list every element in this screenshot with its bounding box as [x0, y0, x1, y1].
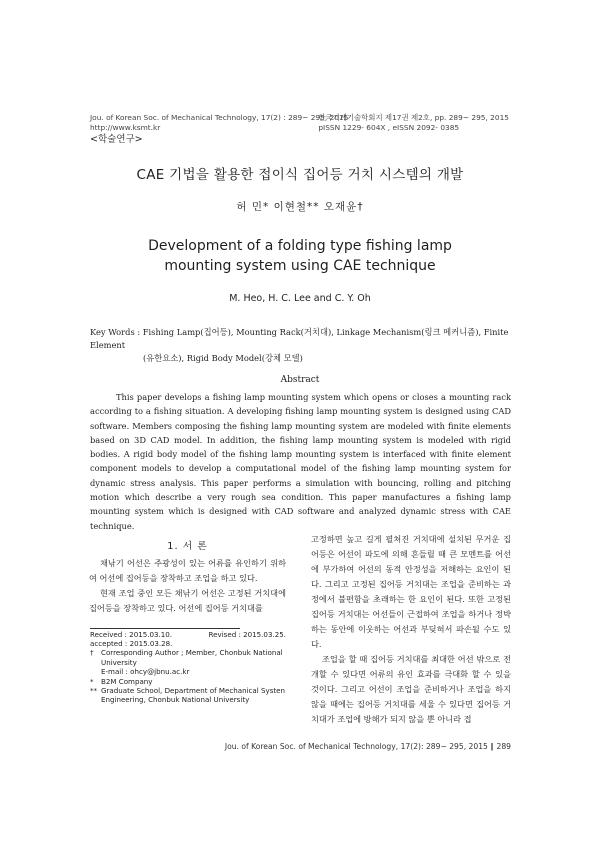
journal-citation-left: Jou. of Korean Soc. of Mechanical Technology, 17(2) : 289~ 295, 2015	[90, 113, 349, 122]
corresponding-author-text: Corresponding Author ; Member, Chonbuk National University	[101, 648, 283, 667]
revised-date: Revised : 2015.03.25.	[208, 630, 286, 639]
english-title-line2: mounting system using CAE technique	[164, 258, 436, 274]
journal-header-left	[90, 113, 348, 133]
dates-row	[90, 630, 290, 639]
english-title	[0, 236, 600, 276]
keywords-line1: Key Words : Fishing Lamp(집어등), Mounting Rack(거치대), Linkage Mechanism(링크 메커니즘), Finite Element	[90, 327, 509, 350]
journal-citation-right: 한국기계기술학회지 제17권 제2호, pp. 289~ 295, 2015	[318, 113, 509, 122]
english-title-line1: Development of a folding type fishing lamp	[148, 238, 452, 254]
left-paragraph-2: 현재 조업 중인 모든 채낚기 어선은 고정된 거치대에 집어등을 장착하고 있다. 어선에 집어등 거치대를	[89, 588, 286, 613]
section-heading-introduction: 1. 서 론	[167, 541, 208, 552]
accepted-date: accepted : 2015.03.28.	[90, 639, 173, 649]
journal-header-right	[318, 113, 509, 133]
page-footer: Jou. of Korean Soc. of Mechanical Technology, 17(2): 289~ 295, 2015 ∥ 289	[224, 742, 511, 751]
issn-line: pISSN 1229- 604X , eISSN 2092- 0385	[318, 123, 460, 132]
right-paragraph-2: 조업을 할 때 집어등 거치대를 최대한 어선 밖으로 전개할 수 있다면 어류의 유인 효과를 극대화 할 수 있을 것이다. 그리고 어선이 조업을 준비하거나 조업을 하지 않을 때에는 집어등 거치대를 세울 수 있다면 집어등 거치대가 조업에 방해가 되지 않을 뿐 아니라 접	[311, 654, 511, 724]
affiliation-graduate	[90, 686, 290, 704]
left-paragraph-1: 채낚기 어선은 주광성이 있는 어류를 유인하기 위하여 어선에 집어등을 장착하고 조업을 하고 있다.	[89, 558, 286, 583]
left-column	[89, 556, 286, 616]
received-date: Received : 2015.03.10.	[90, 630, 173, 639]
affiliation-graduate-text: Graduate School, Department of Mechanical Systen Engineering, Chonbuk National University	[101, 686, 286, 705]
affiliation-b2m	[90, 677, 290, 686]
affiliation-b2m-text: B2M Company	[101, 677, 153, 687]
footnotes	[90, 630, 290, 705]
double-asterisk-mark: **	[90, 686, 98, 696]
korean-authors: 허 민* 이현철** 오재윤†	[236, 201, 364, 213]
right-paragraph-1: 고정하면 높고 길게 펼쳐진 거치대에 설치된 무거운 집어등은 어선이 파도에 의해 흔들릴 때 큰 모멘트를 어선에 부가하여 어선의 동적 안정성을 저해하는 요인이 된다. 그리고 고정된 집어등 거치대는 조업을 준비하는 과정에서 불편함을 초래하는 한 요인이 된다. 또한 고정된 집어등 거치대는 어선들이 근접하여 조업을 하거나 정박하는 동안에 이웃하는 어선과 부딪혀서 파손될 수도 있다.	[311, 534, 511, 649]
corresponding-author	[90, 648, 290, 666]
abstract-heading: Abstract	[280, 375, 320, 385]
article-category: <학술연구>	[90, 134, 143, 145]
abstract-body: This paper develops a fishing lamp mounting system which opens or closes a mounting rack according to a fishing situation. A developing fishing lamp mounting system is designed using CAD software. Members composing the fishing lamp mounting system are modeled with finite elements based on 3D CAD model. In addition, the fishing lamp mounting system is modeled with rigid bodies. A rigid body model of the fishing lamp mounting system is interfaced with finite element component models to develop a computational model of the fishing lamp mounting system for dynamic stress analysis. This paper performs a simulation with bouncing, rolling and pitching motion which describe a very rough sea condition. This paper manufactures a fishing lamp mounting system which is designed with CAD software and analyzed dynamic stress with CAE technique.	[90, 392, 511, 531]
dagger-mark: †	[90, 648, 94, 658]
keywords-line2: (유한요소), Rigid Body Model(강체 모델)	[143, 353, 303, 363]
journal-url: http://www.ksmt.kr	[90, 123, 161, 132]
keywords	[90, 326, 520, 365]
corresponding-email: E-mail : ohcy@jbnu.ac.kr	[101, 666, 190, 676]
right-column	[311, 532, 511, 727]
english-authors: M. Heo, H. C. Lee and C. Y. Oh	[229, 293, 371, 304]
footnote-divider	[90, 628, 240, 629]
asterisk-mark: *	[90, 677, 94, 687]
korean-title: CAE 기법을 활용한 접이식 집어등 거치 시스템의 개발	[136, 167, 464, 183]
